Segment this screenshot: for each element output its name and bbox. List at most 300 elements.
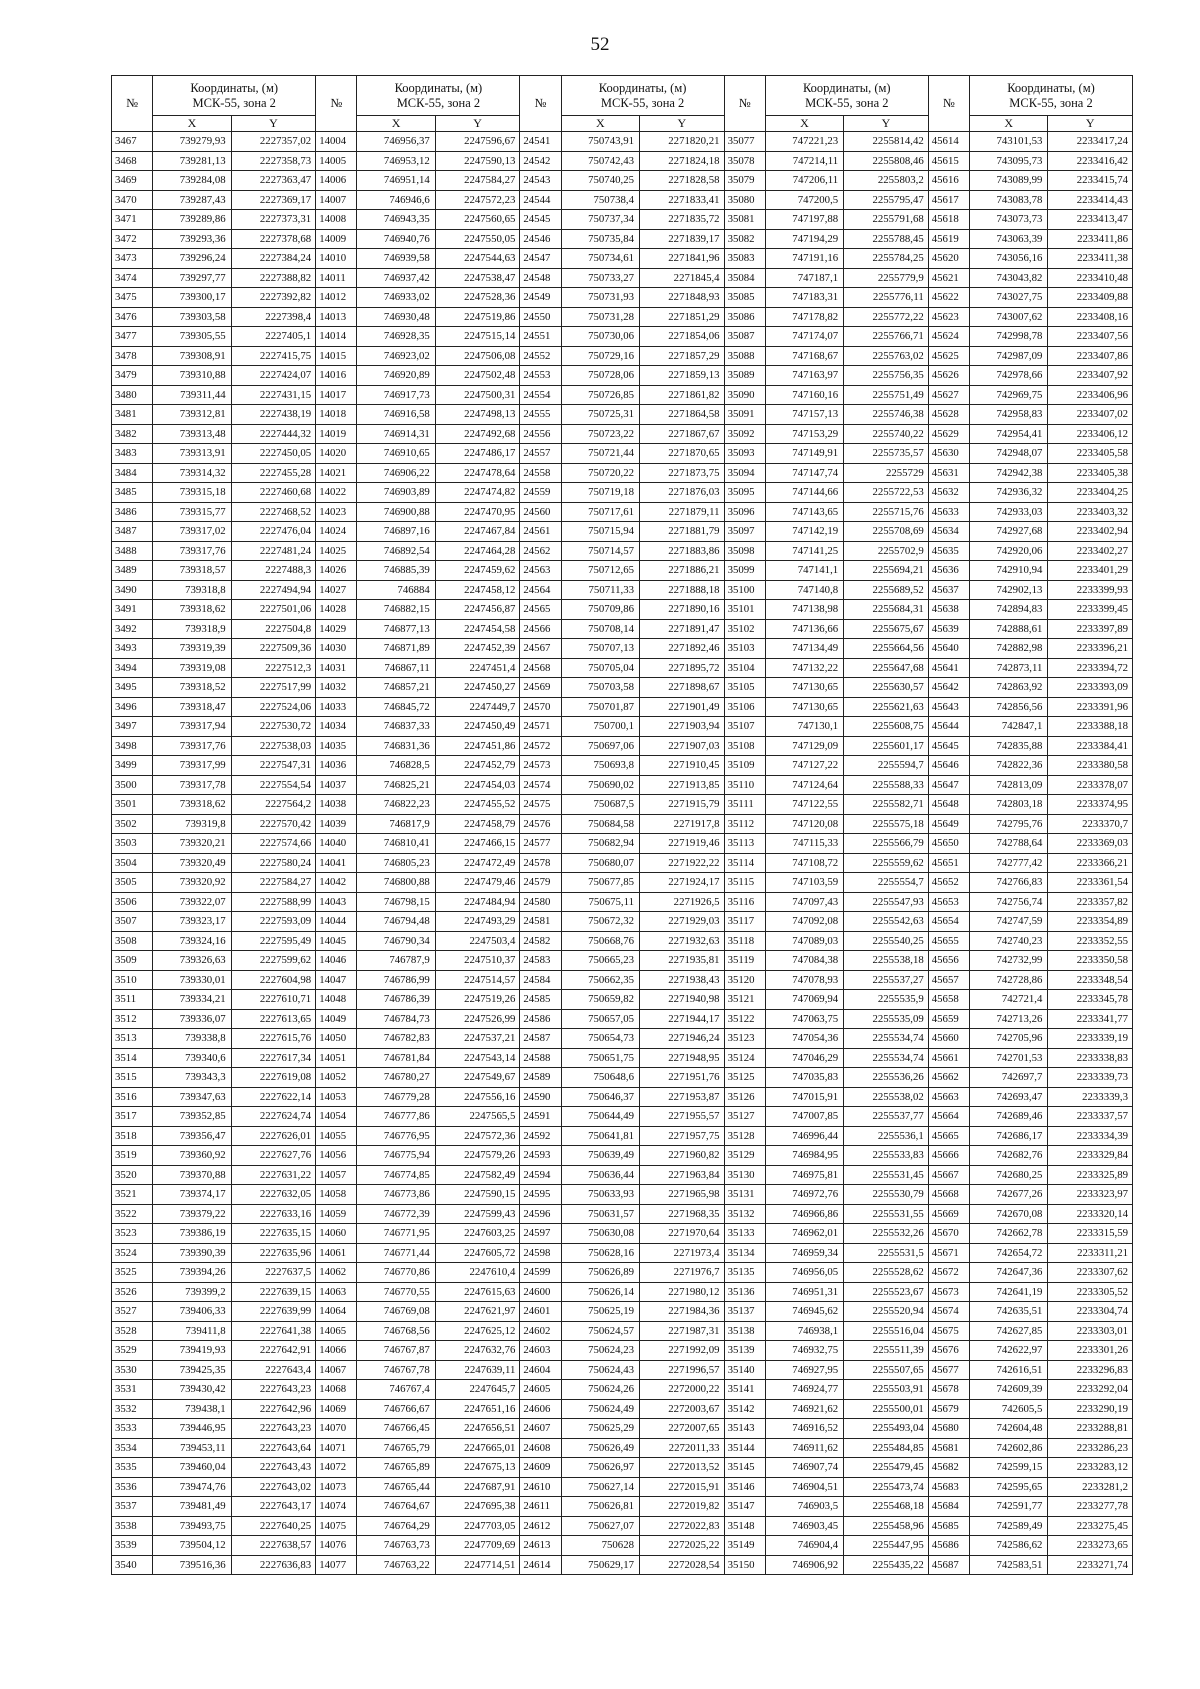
point-number: 24607 [520, 1419, 561, 1439]
point-number: 35102 [724, 619, 765, 639]
coord-y: 2272007,65 [640, 1419, 725, 1439]
point-number: 45643 [928, 697, 969, 717]
coord-y: 2227632,05 [231, 1185, 316, 1205]
coord-x: 746765,79 [357, 1438, 435, 1458]
coord-x: 746907,74 [765, 1458, 843, 1478]
coord-x: 747153,29 [765, 424, 843, 444]
table-row [112, 1146, 1133, 1166]
coord-y: 2233339,3 [1048, 1087, 1133, 1107]
table-row [112, 931, 1133, 951]
coord-x: 742647,36 [970, 1263, 1048, 1283]
coord-y: 2233405,58 [1048, 444, 1133, 464]
coord-x: 747200,5 [765, 190, 843, 210]
point-number: 35119 [724, 951, 765, 971]
coord-y: 2271870,65 [640, 444, 725, 464]
point-number: 3507 [112, 912, 153, 932]
point-number: 24583 [520, 951, 561, 971]
coord-x: 739323,17 [153, 912, 231, 932]
point-number: 3517 [112, 1107, 153, 1127]
coord-x: 742803,18 [970, 795, 1048, 815]
coord-y: 2227494,94 [231, 580, 316, 600]
coord-x: 746770,55 [357, 1282, 435, 1302]
coord-x: 746828,5 [357, 756, 435, 776]
coord-y: 2233374,95 [1048, 795, 1133, 815]
coord-x: 746776,95 [357, 1126, 435, 1146]
coord-y: 2271886,21 [640, 561, 725, 581]
coord-x: 739311,44 [153, 385, 231, 405]
coord-x: 747054,36 [765, 1029, 843, 1049]
point-number: 45619 [928, 229, 969, 249]
table-row [112, 580, 1133, 600]
coord-y: 2255536,1 [844, 1126, 929, 1146]
coord-x: 742795,76 [970, 814, 1048, 834]
point-number: 3511 [112, 990, 153, 1010]
table-row [112, 1419, 1133, 1439]
coord-y: 2233296,83 [1048, 1360, 1133, 1380]
point-number: 45675 [928, 1321, 969, 1341]
coord-y: 2247449,7 [435, 697, 520, 717]
point-number: 14016 [316, 366, 357, 386]
coord-x: 742591,77 [970, 1497, 1048, 1517]
coord-y: 2247500,31 [435, 385, 520, 405]
coord-x: 742732,99 [970, 951, 1048, 971]
point-number: 24571 [520, 717, 561, 737]
coord-y: 2227604,98 [231, 970, 316, 990]
point-number: 45683 [928, 1477, 969, 1497]
coord-y: 2255588,33 [844, 775, 929, 795]
coordinates-title: Координаты, (м) [394, 80, 483, 95]
table-row [112, 522, 1133, 542]
coord-y: 2233283,12 [1048, 1458, 1133, 1478]
point-number: 3512 [112, 1009, 153, 1029]
point-number: 35090 [724, 385, 765, 405]
coord-y: 2227626,01 [231, 1126, 316, 1146]
coord-y: 2227431,15 [231, 385, 316, 405]
coord-x: 739386,19 [153, 1224, 231, 1244]
point-number: 24560 [520, 502, 561, 522]
table-row [112, 249, 1133, 269]
coord-y: 2271876,03 [640, 483, 725, 503]
point-number: 35105 [724, 678, 765, 698]
point-number: 24610 [520, 1477, 561, 1497]
coord-y: 2247484,94 [435, 892, 520, 912]
coord-y: 2233288,81 [1048, 1419, 1133, 1439]
coord-y: 2247470,95 [435, 502, 520, 522]
point-number: 35121 [724, 990, 765, 1010]
coord-x: 746953,12 [357, 151, 435, 171]
coord-y: 2233378,07 [1048, 775, 1133, 795]
coord-x: 742927,68 [970, 522, 1048, 542]
point-number: 45632 [928, 483, 969, 503]
table-row [112, 639, 1133, 659]
column-header-number: № [928, 76, 969, 132]
coordinates-system: МСК-55, зона 2 [1009, 95, 1093, 110]
coord-x: 747124,64 [765, 775, 843, 795]
coord-x: 750624,23 [561, 1341, 639, 1361]
table-row [112, 385, 1133, 405]
coord-x: 747191,16 [765, 249, 843, 269]
coord-y: 2271951,76 [640, 1068, 725, 1088]
coord-x: 739394,26 [153, 1263, 231, 1283]
coord-y: 2271929,03 [640, 912, 725, 932]
point-number: 35112 [724, 814, 765, 834]
coord-x: 746951,14 [357, 171, 435, 191]
coord-y: 2227363,47 [231, 171, 316, 191]
table-row [112, 1321, 1133, 1341]
coord-y: 2233275,45 [1048, 1516, 1133, 1536]
point-number: 24603 [520, 1341, 561, 1361]
point-number: 3488 [112, 541, 153, 561]
coordinates-system: МСК-55, зона 2 [805, 95, 889, 110]
coord-x: 742813,09 [970, 775, 1048, 795]
point-number: 3480 [112, 385, 153, 405]
point-number: 14037 [316, 775, 357, 795]
coord-x: 746765,44 [357, 1477, 435, 1497]
point-number: 35100 [724, 580, 765, 600]
point-number: 35141 [724, 1380, 765, 1400]
coord-y: 2255675,67 [844, 619, 929, 639]
coord-y: 2247687,91 [435, 1477, 520, 1497]
column-header-y: Y [1048, 116, 1133, 132]
coord-x: 750733,27 [561, 268, 639, 288]
coord-x: 747142,19 [765, 522, 843, 542]
column-header-number: № [520, 76, 561, 132]
point-number: 14065 [316, 1321, 357, 1341]
point-number: 3534 [112, 1438, 153, 1458]
column-header-x: X [970, 116, 1048, 132]
table-row [112, 1516, 1133, 1536]
coord-y: 2247450,49 [435, 717, 520, 737]
coord-x: 746906,22 [357, 463, 435, 483]
coord-y: 2272025,22 [640, 1536, 725, 1556]
coord-y: 2233411,86 [1048, 229, 1133, 249]
coord-y: 2247478,64 [435, 463, 520, 483]
point-number: 45648 [928, 795, 969, 815]
coord-x: 750675,11 [561, 892, 639, 912]
coord-y: 2271965,98 [640, 1185, 725, 1205]
point-number: 14039 [316, 814, 357, 834]
coord-x: 747127,22 [765, 756, 843, 776]
coord-y: 2233409,88 [1048, 288, 1133, 308]
coord-y: 2271926,5 [640, 892, 725, 912]
point-number: 45633 [928, 502, 969, 522]
coord-x: 746920,89 [357, 366, 435, 386]
point-number: 35150 [724, 1555, 765, 1575]
point-number: 35080 [724, 190, 765, 210]
point-number: 35077 [724, 132, 765, 152]
coord-y: 2227627,76 [231, 1146, 316, 1166]
point-number: 24548 [520, 268, 561, 288]
point-number: 24614 [520, 1555, 561, 1575]
point-number: 45681 [928, 1438, 969, 1458]
coord-y: 2233406,96 [1048, 385, 1133, 405]
coord-x: 746930,48 [357, 307, 435, 327]
coord-x: 739318,52 [153, 678, 231, 698]
point-number: 24568 [520, 658, 561, 678]
table-row [112, 1360, 1133, 1380]
coord-y: 2271901,49 [640, 697, 725, 717]
coord-x: 746831,36 [357, 736, 435, 756]
coord-x: 746766,67 [357, 1399, 435, 1419]
point-number: 14026 [316, 561, 357, 581]
coord-y: 2271888,18 [640, 580, 725, 600]
coord-y: 2271948,95 [640, 1048, 725, 1068]
coord-x: 747136,66 [765, 619, 843, 639]
point-number: 45614 [928, 132, 969, 152]
coord-x: 750626,14 [561, 1282, 639, 1302]
coord-y: 2255708,69 [844, 522, 929, 542]
coord-x: 747130,65 [765, 678, 843, 698]
coord-y: 2271892,46 [640, 639, 725, 659]
coord-y: 2271992,09 [640, 1341, 725, 1361]
point-number: 14063 [316, 1282, 357, 1302]
point-number: 45618 [928, 210, 969, 230]
point-number: 14053 [316, 1087, 357, 1107]
coord-y: 2227593,09 [231, 912, 316, 932]
coord-x: 742863,92 [970, 678, 1048, 698]
coord-y: 2233406,12 [1048, 424, 1133, 444]
point-number: 14025 [316, 541, 357, 561]
coord-x: 750693,8 [561, 756, 639, 776]
point-number: 14036 [316, 756, 357, 776]
point-number: 24605 [520, 1380, 561, 1400]
point-number: 35083 [724, 249, 765, 269]
coord-x: 750714,57 [561, 541, 639, 561]
point-number: 14020 [316, 444, 357, 464]
coord-y: 2247695,38 [435, 1497, 520, 1517]
coord-x: 750628 [561, 1536, 639, 1556]
coord-y: 2247464,28 [435, 541, 520, 561]
point-number: 45644 [928, 717, 969, 737]
coord-y: 2271883,86 [640, 541, 725, 561]
point-number: 3532 [112, 1399, 153, 1419]
coord-x: 746962,01 [765, 1224, 843, 1244]
point-number: 3474 [112, 268, 153, 288]
point-number: 24541 [520, 132, 561, 152]
coord-y: 2255435,22 [844, 1555, 929, 1575]
point-number: 35107 [724, 717, 765, 737]
point-number: 35092 [724, 424, 765, 444]
coord-y: 2227554,54 [231, 775, 316, 795]
coord-y: 2233329,84 [1048, 1146, 1133, 1166]
point-number: 3502 [112, 814, 153, 834]
coord-x: 739314,32 [153, 463, 231, 483]
point-number: 45647 [928, 775, 969, 795]
coord-x: 742693,47 [970, 1087, 1048, 1107]
table-row [112, 619, 1133, 639]
coord-y: 2227405,1 [231, 327, 316, 347]
point-number: 45661 [928, 1048, 969, 1068]
point-number: 14035 [316, 736, 357, 756]
point-number: 14014 [316, 327, 357, 347]
coord-y: 2227635,15 [231, 1224, 316, 1244]
point-number: 35126 [724, 1087, 765, 1107]
table-row [112, 658, 1133, 678]
coord-y: 2247466,15 [435, 834, 520, 854]
point-number: 14041 [316, 853, 357, 873]
point-number: 14062 [316, 1263, 357, 1283]
point-number: 24594 [520, 1165, 561, 1185]
point-number: 24576 [520, 814, 561, 834]
coord-y: 2227357,02 [231, 132, 316, 152]
point-number: 3500 [112, 775, 153, 795]
coord-x: 742969,75 [970, 385, 1048, 405]
coord-y: 2271980,12 [640, 1282, 725, 1302]
point-number: 45630 [928, 444, 969, 464]
coord-y: 2233404,25 [1048, 483, 1133, 503]
coord-y: 2247492,68 [435, 424, 520, 444]
point-number: 45680 [928, 1419, 969, 1439]
coord-x: 747089,03 [765, 931, 843, 951]
point-number: 45627 [928, 385, 969, 405]
coord-y: 2271820,21 [640, 132, 725, 152]
coord-x: 739374,17 [153, 1185, 231, 1205]
point-number: 3508 [112, 931, 153, 951]
table-row [112, 327, 1133, 347]
coord-y: 2247458,12 [435, 580, 520, 600]
coord-x: 750684,58 [561, 814, 639, 834]
coord-y: 2255702,9 [844, 541, 929, 561]
coord-x: 750717,61 [561, 502, 639, 522]
point-number: 24564 [520, 580, 561, 600]
point-number: 35110 [724, 775, 765, 795]
column-header-x: X [561, 116, 639, 132]
point-number: 3473 [112, 249, 153, 269]
coord-x: 739324,16 [153, 931, 231, 951]
point-number: 14055 [316, 1126, 357, 1146]
coord-y: 2247454,03 [435, 775, 520, 795]
coord-y: 2271867,67 [640, 424, 725, 444]
coord-x: 739319,08 [153, 658, 231, 678]
table-row [112, 1380, 1133, 1400]
coord-y: 2227476,04 [231, 522, 316, 542]
coord-x: 742740,23 [970, 931, 1048, 951]
coord-x: 750715,94 [561, 522, 639, 542]
coord-y: 2233408,16 [1048, 307, 1133, 327]
coord-y: 2255534,74 [844, 1029, 929, 1049]
point-number: 24599 [520, 1263, 561, 1283]
coord-y: 2233384,41 [1048, 736, 1133, 756]
coord-x: 747149,91 [765, 444, 843, 464]
point-number: 3475 [112, 288, 153, 308]
point-number: 35132 [724, 1204, 765, 1224]
point-number: 3501 [112, 795, 153, 815]
coord-y: 2227643,17 [231, 1497, 316, 1517]
table-row [112, 678, 1133, 698]
coord-x: 746892,54 [357, 541, 435, 561]
coord-x: 743056,16 [970, 249, 1048, 269]
table-row [112, 1555, 1133, 1575]
coord-y: 2247456,87 [435, 600, 520, 620]
point-number: 45641 [928, 658, 969, 678]
coord-x: 739336,07 [153, 1009, 231, 1029]
point-number: 14013 [316, 307, 357, 327]
coord-y: 2255740,22 [844, 424, 929, 444]
coord-x: 746781,84 [357, 1048, 435, 1068]
point-number: 24565 [520, 600, 561, 620]
coord-y: 2271879,11 [640, 502, 725, 522]
coord-y: 2233281,2 [1048, 1477, 1133, 1497]
coord-x: 743007,62 [970, 307, 1048, 327]
coord-x: 747206,11 [765, 171, 843, 191]
coord-x: 750743,91 [561, 132, 639, 152]
table-row [112, 1243, 1133, 1263]
coord-y: 2255531,45 [844, 1165, 929, 1185]
coord-x: 746933,02 [357, 288, 435, 308]
coord-y: 2247474,82 [435, 483, 520, 503]
coord-x: 742766,83 [970, 873, 1048, 893]
coord-x: 746903,45 [765, 1516, 843, 1536]
coord-x: 742998,78 [970, 327, 1048, 347]
point-number: 14076 [316, 1536, 357, 1556]
coord-x: 739390,39 [153, 1243, 231, 1263]
coord-y: 2247582,49 [435, 1165, 520, 1185]
coord-x: 747143,65 [765, 502, 843, 522]
coord-x: 746780,27 [357, 1068, 435, 1088]
coord-y: 2233348,54 [1048, 970, 1133, 990]
point-number: 45667 [928, 1165, 969, 1185]
point-number: 35116 [724, 892, 765, 912]
coord-x: 750731,93 [561, 288, 639, 308]
coord-y: 2247502,48 [435, 366, 520, 386]
coord-y: 2233271,74 [1048, 1555, 1133, 1575]
table-row [112, 1009, 1133, 1029]
coord-x: 739310,88 [153, 366, 231, 386]
coord-x: 742756,74 [970, 892, 1048, 912]
coord-y: 2272003,67 [640, 1399, 725, 1419]
coord-x: 742622,97 [970, 1341, 1048, 1361]
point-number: 35096 [724, 502, 765, 522]
coord-y: 2255630,57 [844, 678, 929, 698]
coord-x: 742586,62 [970, 1536, 1048, 1556]
point-number: 35082 [724, 229, 765, 249]
coord-y: 2233407,92 [1048, 366, 1133, 386]
coord-x: 750720,22 [561, 463, 639, 483]
table-row [112, 171, 1133, 191]
point-number: 24588 [520, 1048, 561, 1068]
coord-y: 2247544,63 [435, 249, 520, 269]
table-row [112, 736, 1133, 756]
point-number: 24572 [520, 736, 561, 756]
coord-y: 2247590,15 [435, 1185, 520, 1205]
point-number: 35087 [724, 327, 765, 347]
coord-x: 739289,86 [153, 210, 231, 230]
coord-x: 750712,65 [561, 561, 639, 581]
coord-y: 2271910,45 [640, 756, 725, 776]
point-number: 3495 [112, 678, 153, 698]
point-number: 3521 [112, 1185, 153, 1205]
point-number: 14042 [316, 873, 357, 893]
point-number: 3506 [112, 892, 153, 912]
coord-x: 739284,08 [153, 171, 231, 191]
point-number: 24562 [520, 541, 561, 561]
coord-y: 2271940,98 [640, 990, 725, 1010]
point-number: 3533 [112, 1419, 153, 1439]
coord-x: 742682,76 [970, 1146, 1048, 1166]
coord-x: 739399,2 [153, 1282, 231, 1302]
coord-y: 2255507,65 [844, 1360, 929, 1380]
table-row [112, 502, 1133, 522]
coord-x: 739317,02 [153, 522, 231, 542]
coord-x: 750630,08 [561, 1224, 639, 1244]
coord-x: 746782,83 [357, 1029, 435, 1049]
coord-y: 2247714,51 [435, 1555, 520, 1575]
coord-x: 739334,21 [153, 990, 231, 1010]
coord-x: 742583,51 [970, 1555, 1048, 1575]
coord-x: 747084,38 [765, 951, 843, 971]
coord-x: 746771,95 [357, 1224, 435, 1244]
coord-y: 2255779,9 [844, 268, 929, 288]
